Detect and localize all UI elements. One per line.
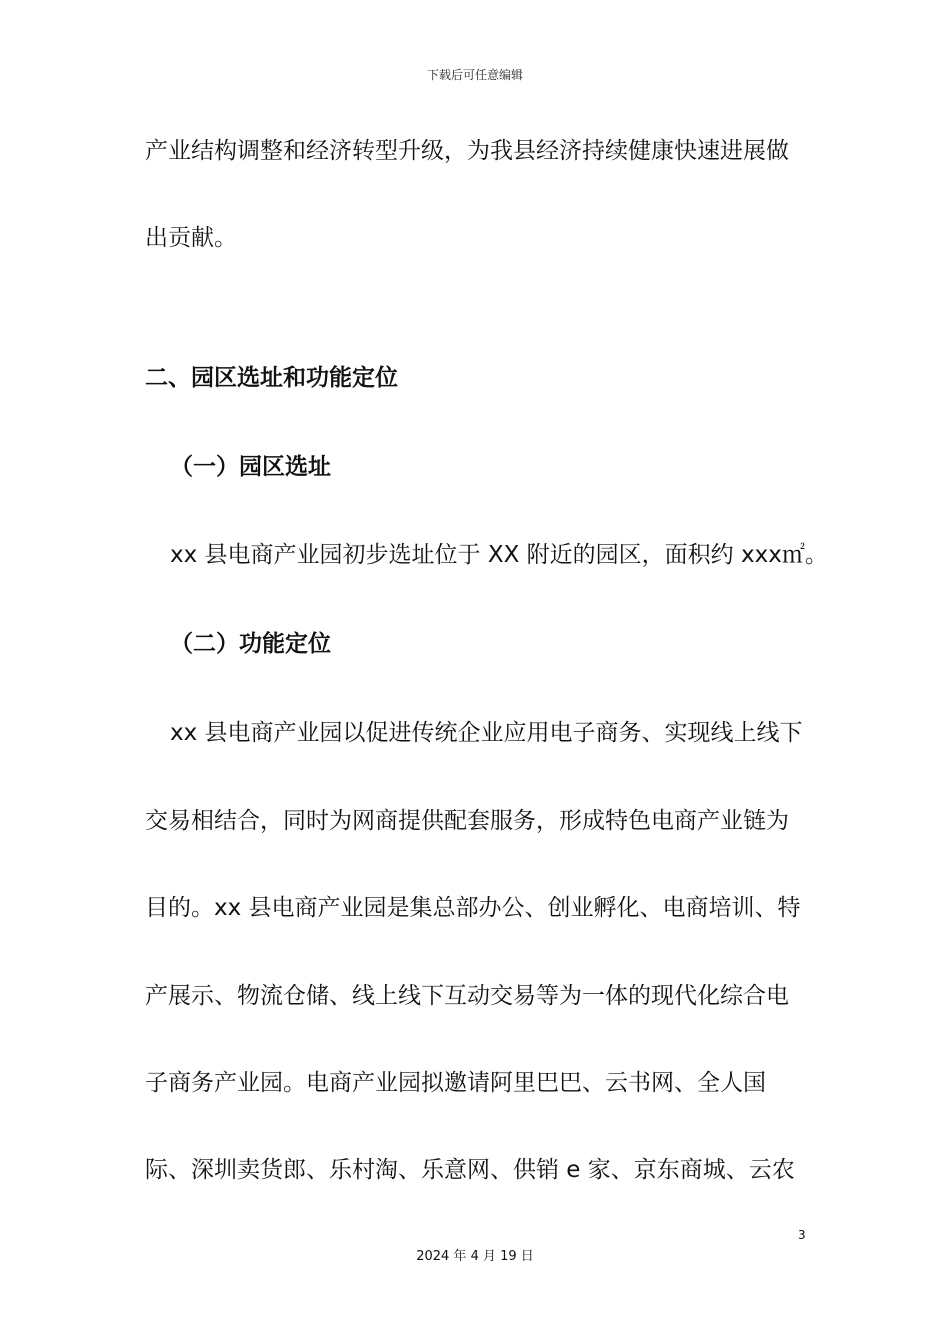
paragraph-line: 子商务产业园。电商产业园拟邀请阿里巴巴、云书网、全人国 bbox=[145, 1070, 766, 1096]
page-number: 3 bbox=[798, 1228, 806, 1242]
paragraph-line: xx 县电商产业园以促进传统企业应用电子商务、实现线上线下 bbox=[170, 720, 803, 746]
subsection-heading-function: （二）功能定位 bbox=[170, 631, 331, 657]
page-header: 下载后可任意编辑 bbox=[426, 68, 523, 82]
paragraph-line: 出贡献。 bbox=[145, 225, 237, 251]
paragraph-line: 产展示、物流仓储、线上线下互动交易等为一体的现代化综合电 bbox=[145, 983, 789, 1009]
paragraph-line: 际、深圳卖货郎、乐村淘、乐意网、供销 e 家、京东商城、云农 bbox=[145, 1157, 795, 1183]
section-heading: 二、园区选址和功能定位 bbox=[145, 365, 398, 391]
paragraph-line: 产业结构调整和经济转型升级，为我县经济持续健康快速进展做 bbox=[145, 138, 789, 164]
subsection-heading-location: （一）园区选址 bbox=[170, 454, 331, 480]
location-paragraph: xx 县电商产业园初步选址位于 XX 附近的园区，面积约 xxx㎡。 bbox=[170, 542, 828, 568]
footer-date: 2024 年 4 月 19 日 bbox=[416, 1249, 534, 1264]
paragraph-line: 目的。xx 县电商产业园是集总部办公、创业孵化、电商培训、特 bbox=[145, 895, 801, 921]
paragraph-line: 交易相结合，同时为网商提供配套服务，形成特色电商产业链为 bbox=[145, 808, 789, 834]
